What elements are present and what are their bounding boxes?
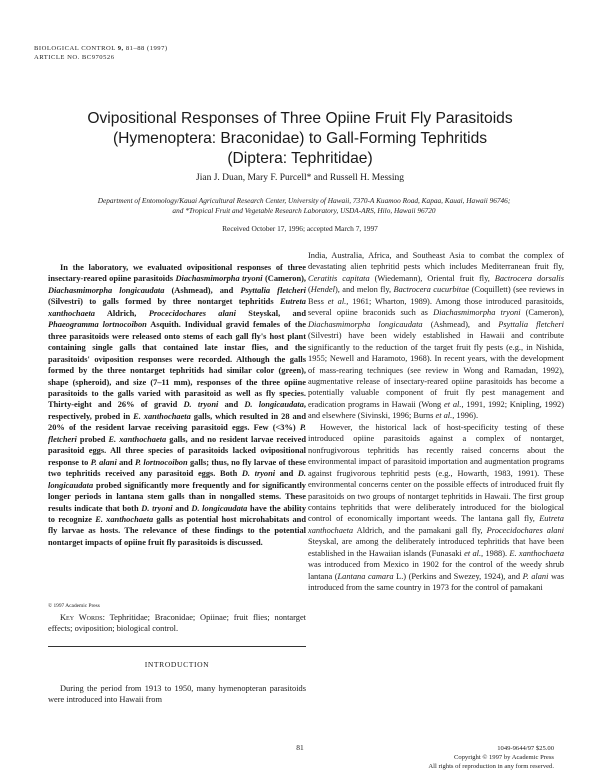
key-words: Key Words: Tephritidae; Braconidae; Opiinae; fruit flies; nontarget effects; oviposition; biological control. xyxy=(48,613,306,634)
page-number: 81 xyxy=(296,743,304,752)
article-number: ARTICLE NO. BC970526 xyxy=(34,54,115,61)
section-divider xyxy=(48,646,306,647)
journal-citation: BIOLOGICAL CONTROL 9, 81–88 (1997) xyxy=(34,45,168,52)
right-column-text xyxy=(308,250,564,594)
journal-header xyxy=(34,44,168,62)
author-list: Jian J. Duan, Mary F. Purcell* and Russell H. Messing xyxy=(196,173,404,183)
abstract-copyright: © 1997 Academic Press xyxy=(48,603,100,609)
abstract: In the laboratory, we evaluated ovipositional responses of three insectary-reared opiine parasitoids Diachasmimorpha tryoni (Cameron), Diachasmimorpha longicaudata (Ashmead), and Psyttalia fletcheri (Silvestri) to galls formed by three nontarget tephritids Eutreta xanthochaeta Aldrich, Procecidochares alani Steyskal, and Phaeogramma lortnocoibon Asquith. Individual gravid females of the three parasitoids were released onto stems of each gall fly's host plant containing single galls that contained late instar flies, and the parasitoids' oviposition responses were recorded. Although the galls formed by the three nontarget tephritids had similar color (green), shape (spheroid), and size (7–11 mm), responses of the three opiine parasitoids to the galls varied with parasitoid as well as fly species. Thirty-eight and 26% of gravid D. tryoni and D. longicaudata, respectively, probed in E. xanthochaeta galls, which resulted in 28 and 20% of the resident larvae receiving parasitoid eggs. Few (<3%) P. fletcheri probed E. xanthochaeta galls, and no resident larvae received parasitoid eggs. All three species of parasitoids lacked ovipositional response to P. alani and P. lortnocoibon galls; thus, no fly larvae of these two tephritids received any parasitoid eggs. Both D. tryoni and D. longicaudata probed significantly more frequently and for significantly longer periods in lantana stem galls than in nongalled stems. These results indicate that both D. tryoni and D. longicaudata have the ability to recognize E. xanthochaeta galls as potential host microhabitats and fly larvae as hosts. The relevance of these findings to the potential nontarget impacts of opiine fruit fly parasitoids is discussed. xyxy=(48,263,307,547)
paragraph: However, the historical lack of host-specificity testing of these introduced opiine parasitoids against a complex of nontarget, nonfrugivorous tephritids has recently raised concerns about the environmental impact of parasitoid importation and augmentation programs against frugivorous tephritid pests (e.g., Howarth, 1983, 1991). These environmental concerns center on the possible effects of introduced fruit fly parasitoids on two groups of nontarget tephritids in Hawaii. The first group contains tephritids that were deliberately introduced for the biological control of economically important weeds. The lantana gall fly, Eutreta xanthochaeta Aldrich, and the pamakani gall fly, Procecidochares alani Steyskal, are among the deliberately introduced tephritids that have been established in the Hawaiian islands (Funasaki et al., 1988). E. xanthochaeta was introduced from Mexico in 1902 for the control of the weedy shrub lantana (Lantana camara L.) (Perkins and Swezey, 1924), and P. alani was introduced from the same country in 1973 for the control of pamakani xyxy=(308,422,565,593)
affiliation: Department of Entomology/Kauai Agricultural Research Center, University of Hawaii, 7370-A Kuamoo Road, Kapaa, Kauai, Hawaii 96746; and *Tropical Fruit and Vegetable Research Laboratory, USDA-ARS, Hilo, Hawaii 96720 xyxy=(97,196,511,215)
paragraph: India, Australia, Africa, and Southeast Asia to combat the complex of devastating alien tephritid pests which includes Mediterranean fruit fly, Ceratitis capitata (Wiedemann), Oriental fruit fly, Bactrocera dorsalis (Hendel), and melon fly, Bactrocera cucurbitae (Coquillett) (see reviews in Bess et al., 1961; Wharton, 1989). Among those introduced parasitoids, several opiine braconids such as Diachasmimorpha tryoni (Cameron), Diachasmimorpha longicaudata (Ashmead), and Psyttalia fletcheri (Silvestri) have been widely established in Hawaii and contribute significantly to the reduction of the target fruit fly pests (e.g., in Nishida, 1955; Newell and Haramoto, 1968). In recent years, with the development of mass-rearing techniques (see review in Wong and Ramadan, 1992), augmentative release of insectary-reared opiine parasitoids has become a potentially valuable component of fruit fly pest management and eradication programs in Hawaii (Wong et al., 1991, 1992; Knipling, 1992) and elsewhere (Sivinski, 1996; Burns et al., 1996). xyxy=(308,251,565,421)
paper-title: Ovipositional Responses of Three Opiine Fruit Fly Parasitoids (Hymenoptera: Braconidae) to Gall-Forming Tephritids (Diptera: Tephritidae) xyxy=(87,110,513,167)
intro-text: During the period from 1913 to 1950, many hymenopteran parasitoids were introduced into Hawaii from xyxy=(48,684,306,705)
copyright-footer: 1049-9644/97 $25.00 Copyright © 1997 by Academic Press All rights of reproduction in any form reserved. xyxy=(428,745,554,770)
intro-heading: INTRODUCTION xyxy=(144,660,210,669)
received-dates: Received October 17, 1996; accepted March 7, 1997 xyxy=(222,224,378,233)
